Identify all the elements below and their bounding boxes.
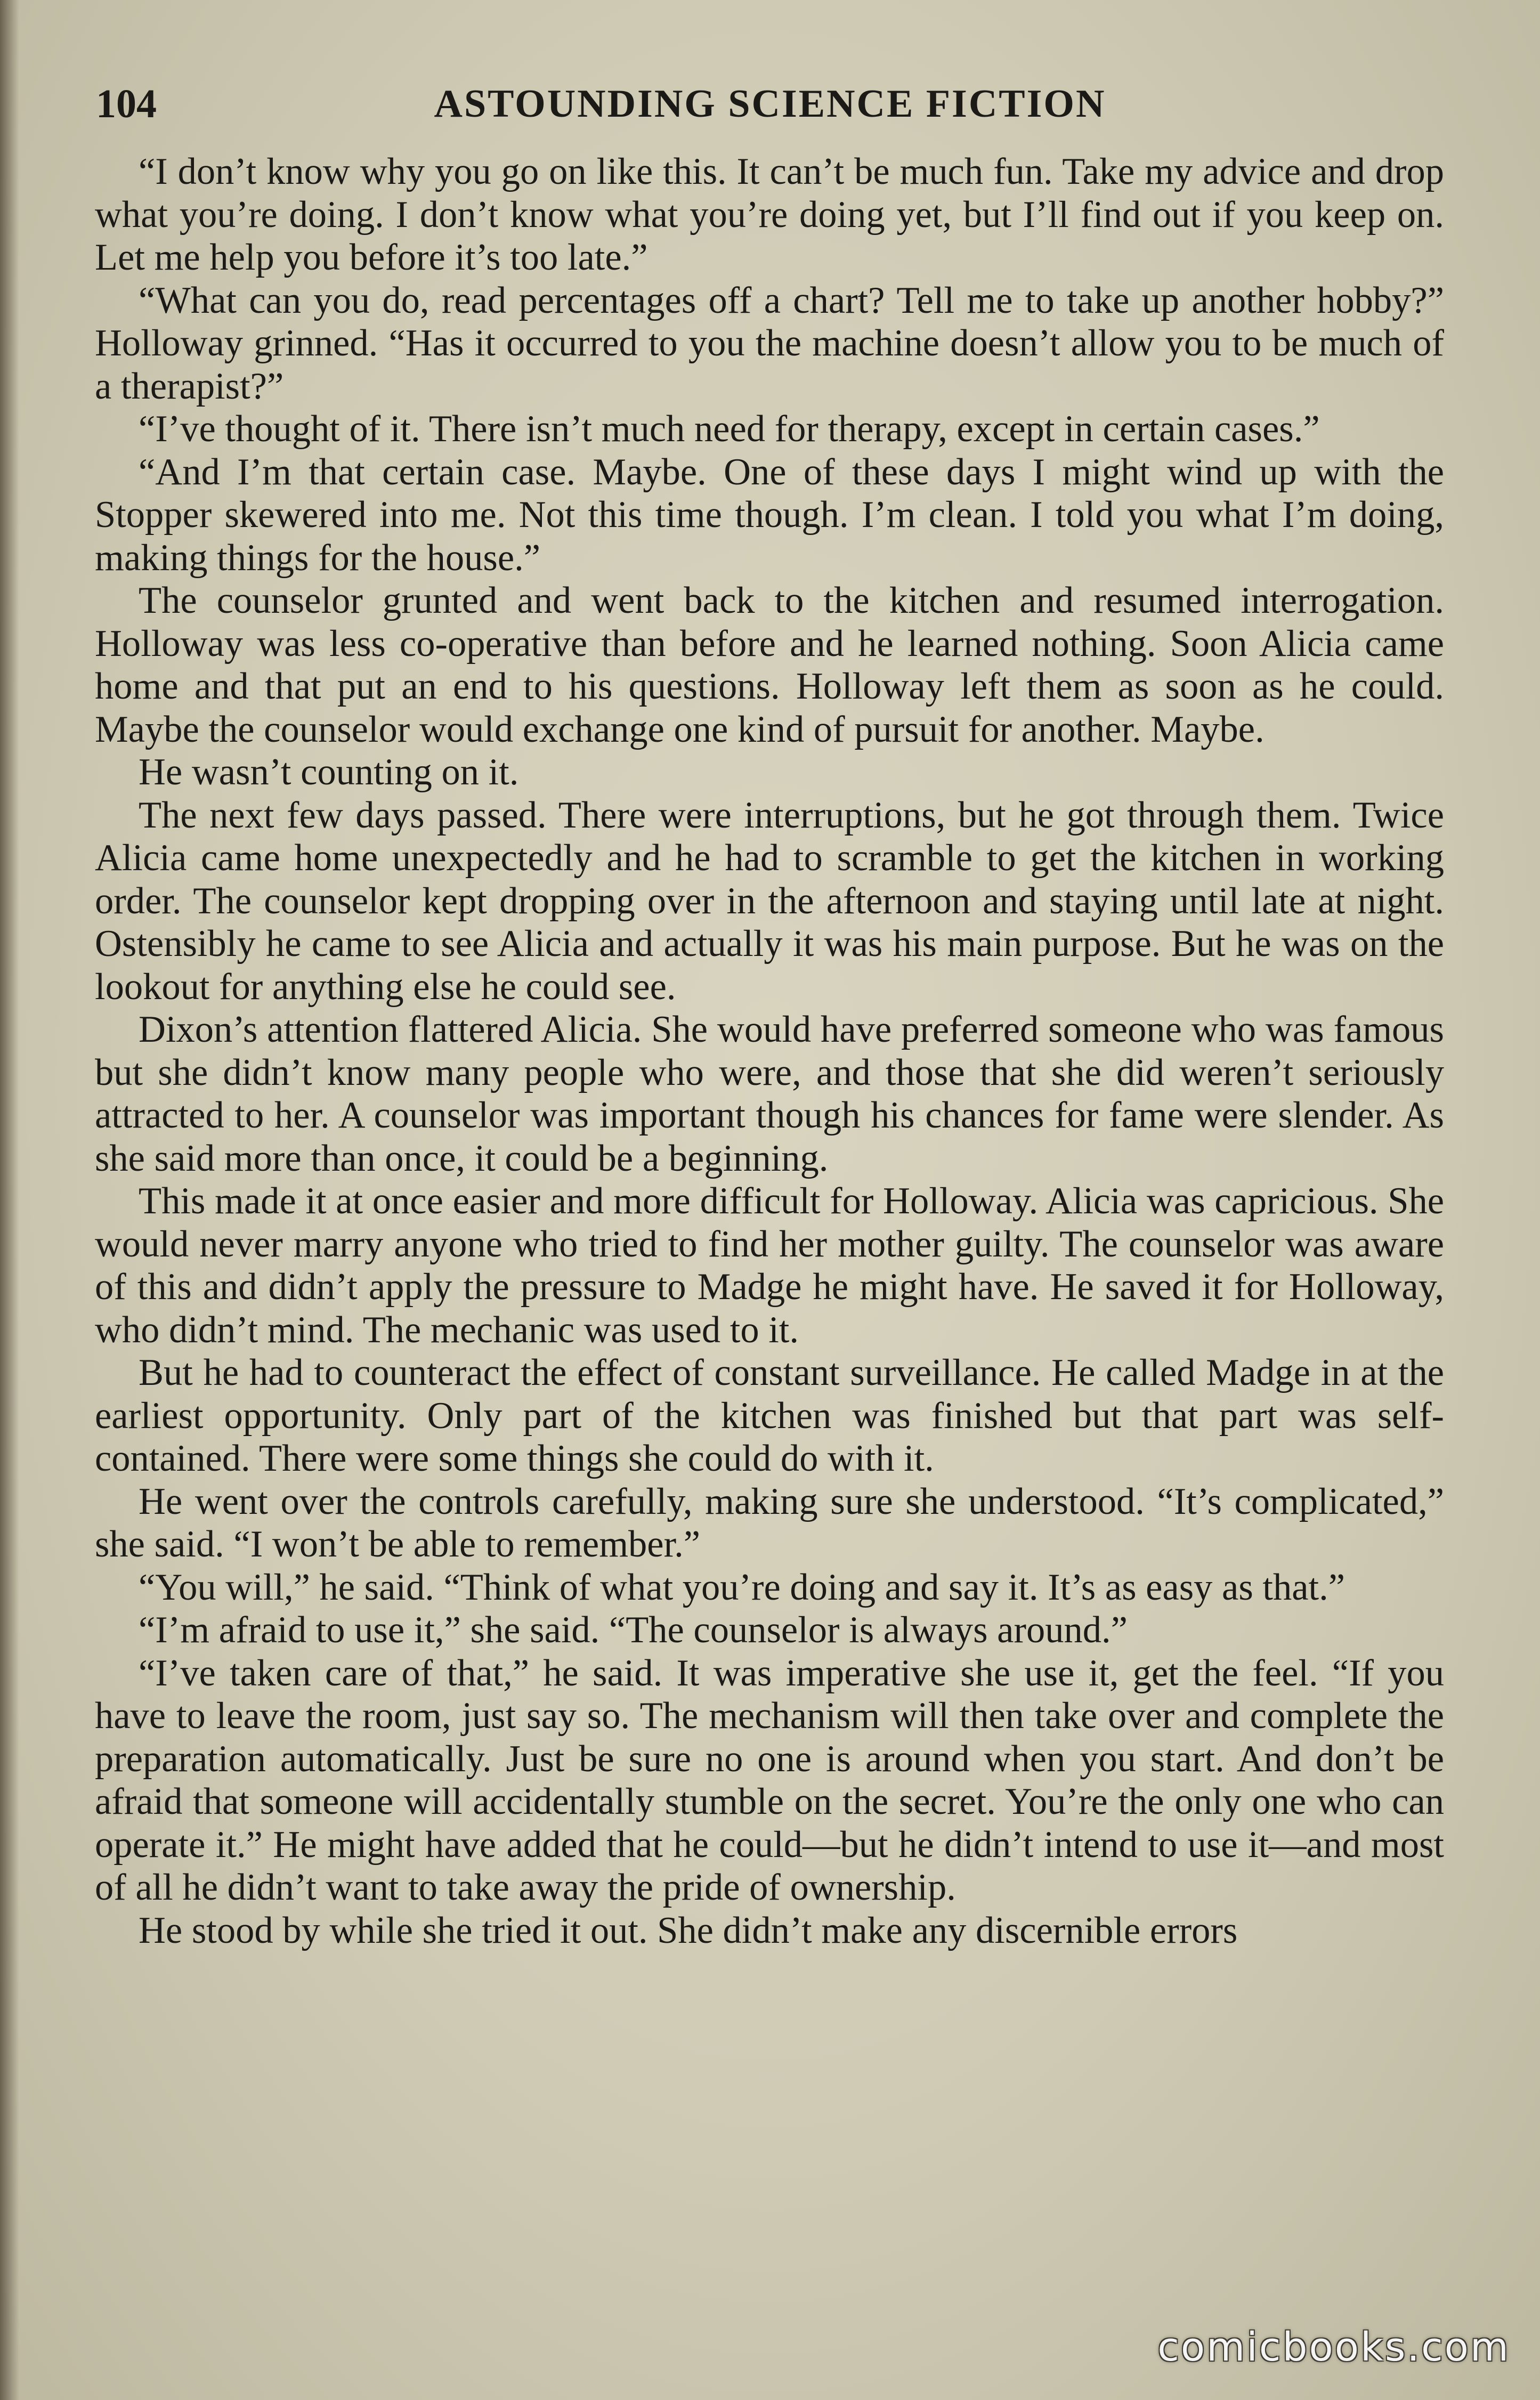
paragraph: “And I’m that certain case. Maybe. One of these days I might wind up with the Stopper skewered into me. Not this time though. I’m clean. I told you what I’m doing, making things for the house.”: [95, 451, 1444, 579]
watermark: comicbooks.com: [1157, 2324, 1510, 2370]
paragraph: Dixon’s attention flattered Alicia. She would have preferred someone who was famous but she didn’t know many people who were, and those that she did weren’t seriously attracted to her. A counselor was important though his chances for fame were slender. As she said more than once, it could be a beginning.: [95, 1009, 1444, 1179]
paragraph: He went over the controls carefully, making sure she understood. “It’s complicated,” she said. “I won’t be able to remember.”: [95, 1480, 1444, 1565]
paragraph: “You will,” he said. “Think of what you’re doing and say it. It’s as easy as that.”: [139, 1566, 1346, 1608]
page-binding-shadow: [0, 0, 19, 2400]
paragraph: “I’ve taken care of that,” he said. It was imperative she use it, get the feel. “If you have to leave the room, just say so. The mechanism will then take over and complete the preparation automatically. Just be sure no one is around when you start. And don’t be afraid that someone will accidentally stumble on the secret. You’re the only one who can operate it.” He might have added that he could—but he didn’t intend to use it—and most of all he didn’t want to take away the pride of ownership.: [95, 1652, 1444, 1908]
paragraph: This made it at once easier and more difficult for Holloway. Alicia was capricious. She would never marry anyone who tried to find her mother guilty. The counselor was aware of this and didn’t apply the pressure to Madge he might have. He saved it for Holloway, who didn’t mind. The mechanic was used to it.: [95, 1180, 1444, 1351]
paragraph: The next few days passed. There were interruptions, but he got through them. Twice Alicia came home unexpectedly and he had to scramble to get the kitchen in working order. The counselor kept dropping over in the afternoon and staying until late at night. Ostensibly he came to see Alicia and actually it was his main purpose. But he was on the lookout for anything else he could see.: [95, 794, 1444, 1008]
paragraph: “I’ve thought of it. There isn’t much need for therapy, except in certain cases.”: [139, 408, 1320, 450]
story-text: [95, 150, 1444, 2303]
paragraph: “I’m afraid to use it,” she said. “The counselor is always around.”: [139, 1609, 1128, 1651]
page-header: [96, 80, 1444, 128]
page-number: 104: [96, 82, 157, 126]
paragraph: The counselor grunted and went back to the kitchen and resumed interrogation. Holloway was less co-operative than before and he learned nothing. Soon Alicia came home and that put an end to his questions. Holloway left them as soon as he could. Maybe the counselor would exchange one kind of pursuit for another. Maybe.: [95, 580, 1444, 750]
paragraph: He wasn’t counting on it.: [139, 751, 519, 793]
paragraph: But he had to counteract the effect of constant surveillance. He called Madge in at the earliest opportunity. Only part of the kitchen was finished but that part was self-contained. There were some things she could do with it.: [95, 1352, 1444, 1479]
running-head-title: ASTOUNDING SCIENCE FICTION: [434, 82, 1106, 126]
paragraph: “What can you do, read percentages off a chart? Tell me to take up another hobby?” Holloway grinned. “Has it occurred to you the machine doesn’t allow you to be much of a therapist?”: [95, 279, 1444, 407]
paragraph: “I don’t know why you go on like this. It can’t be much fun. Take my advice and drop what you’re doing. I don’t know what you’re doing yet, but I’ll find out if you keep on. Let me help you before it’s too late.”: [95, 151, 1444, 278]
paragraph: He stood by while she tried it out. She didn’t make any discernible errors: [139, 1909, 1238, 1951]
